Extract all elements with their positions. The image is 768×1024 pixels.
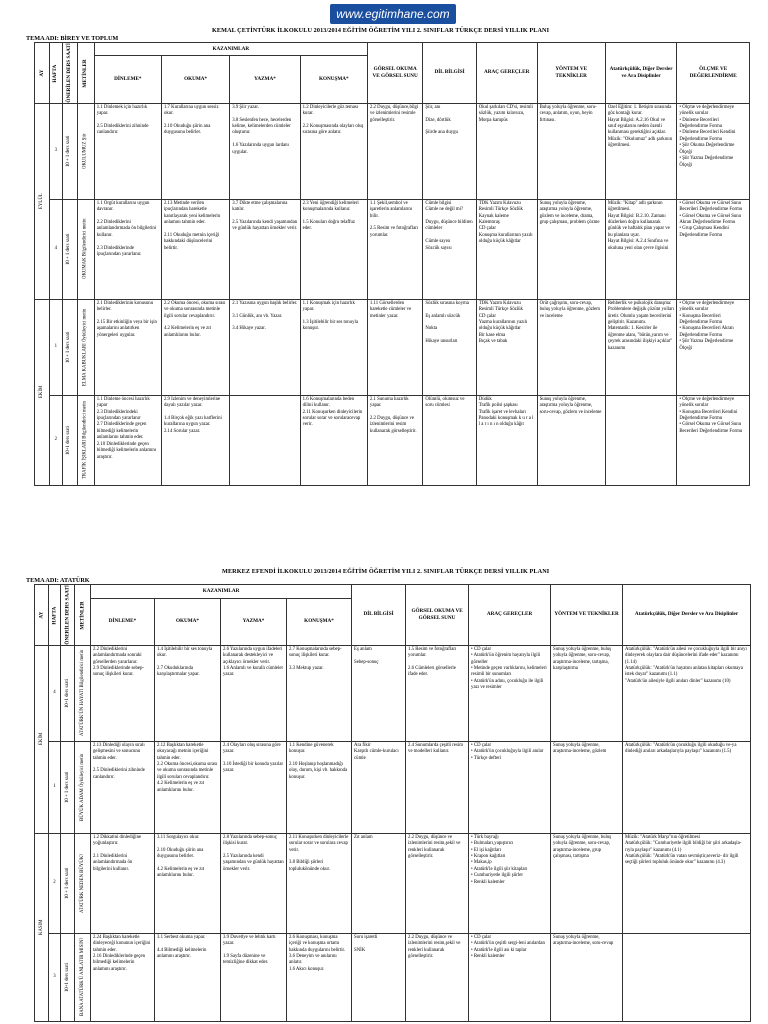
header-konusma: KONUŞMA* [300, 56, 367, 103]
cell-okuma: 3.11 Sorgulayıcı okur. 2.10 Okuduğu şiirin ana duygusunu belirler. 4.2 Kelimelerin eş ve zıt anlamlılarını bulur. [155, 833, 221, 933]
header-okuma: OKUMA* [155, 598, 221, 645]
header-ataturkculuk: Atatürkçülük, Diğer Dersler ve Ara Disiplinler [605, 43, 676, 104]
header-dil-bilgisi: DİL BİLGİSİ [423, 43, 476, 104]
month-label: EYLÜL [35, 103, 50, 299]
cell-dil: Zıt anlam [352, 833, 406, 933]
cell-arac: Okul şarkıları CD'si, resimli sözlük, yazım kılavuzu, Morpa kampüs [476, 103, 537, 199]
cell-yazma: 2.1 Yazısına uygun başlık belirler. 3.1 Günlük, anı vb. Yazar. 3.4 Hikaye yazar. [230, 299, 300, 395]
cell-yontem: Sunuş yoluyla öğrenme, araştırma yoluyla öğrenme, gözlem ve inceleme, drama, grup çalışması, problem çözme [537, 199, 605, 299]
week-number: 2 [49, 833, 61, 933]
cell-gorsel: 2.1 Sunuma hazırlık yapar. 2.2 Duygu, düşünce ve izlenimlerini resim kullanarak görselleştirir. [367, 395, 422, 485]
cell-okuma: 3.1 Serbest okuma yapar. 4.4 Bilmediği kelimelerin anlamını araştırır. [155, 933, 221, 1021]
cell-gorsel: 1.11 Görsellerden hareketle cümleler ve metinler yazar. [367, 299, 422, 395]
cell-dil: Eş anlam Sebep-sonuç [352, 645, 406, 741]
cell-gorsel: 2.2 Duygu, düşünce,bilgi ve izlenimlerini resimle görselleştirir. [367, 103, 422, 199]
week-number: 4 [49, 645, 61, 741]
cell-gorsel: 2.2 Duygu, düşünce ve izlenimlerini resim,şekil ve renkleri kullanarak görselleştirir. [406, 933, 469, 1021]
cell-dil: Sözlük sırasına koyma Eş anlamlı sözcük Nokta Hikaye unsurları [423, 299, 476, 395]
header-arac-gerecler: ARAÇ GEREÇLER [476, 43, 537, 104]
header-ay: AY [35, 585, 49, 646]
cell-okuma: 2.12 Başlıktan hareketle okuyacağı metnin içeriğini tahmin eder. 2.2 Okuma öncesi,okuma sırası ve okuma sonrasında metinle ilgili soruları cevaplandırır. 4.2 Kelimelerin eş ve zıt anlamlılarını bulur. [155, 741, 221, 833]
cell-yazma [230, 395, 300, 485]
week-number: 1 [49, 299, 62, 395]
cell-dinleme: 1.1 Örgüt kurallarını uygun davranır. 2.2 Dinlediklerini anlamlandırmada ön bilgilerini kullanır. 2.3 Dinlediklerinde ipuçlarından yararlanır. [94, 199, 161, 299]
lesson-hours: 10+1 ders saati [61, 933, 75, 1021]
cell-dil: Soru işaretli SNİK [352, 933, 406, 1021]
cell-olcme: • Görsel Okuma ve Görsel Sunu Becerileri Değerlendirme Formu • Görsel Okuma ve Görsel Sunu Akran Değerlendirme Formu • Grup Çalışması Kendini Değerlendirme Formu [677, 199, 750, 299]
cell-dil: Cümle bilgisi Cümle ne değil mi? Duygu, düşünce bildiren cümleler Cümle sayısı Sözcük sayısı [423, 199, 476, 299]
header-ders-saati: ÖNERİLEN DERS SAATİ [61, 585, 75, 646]
header-gorsel: GÖRSEL OKUMA VE GÖRSEL SUNU [367, 43, 422, 104]
cell-yontem: Buluş yoluyla öğrenme, soru-cevap, anlatım, oyun, beyin fırtınası. [537, 103, 605, 199]
lesson-hours: 10 + 1 ders saati [61, 833, 75, 933]
cell-olcme: • Ölçme ve değerlendirmeye yönelik sorular • Konuşma Becerileri Kendini Değerlendirme Formu • Görsel Okuma ve Görsel Sunu Becerileri Değerlendirme Formu [677, 395, 750, 485]
cell-dil: Şiir, anı Dize, dörtlük Şiirde ana duygu [423, 103, 476, 199]
cell-konusma: 2.7 Konuşmalarında sebep- sonuç ilişkileri kurar. 3.3 Mektup yazar. [287, 645, 352, 741]
plan-table-1 [34, 42, 750, 486]
cell-yazma: 2.8 Yazılarında sebep-sonuç ilişkisi kurar. 2.5 Yazılarında kendi yaşamından ve günlük hayattan örnekler verir. [221, 833, 287, 933]
cell-gorsel: 2.4 Sunumlarda çeşitli resim ve modelleri kullanır. [406, 741, 469, 833]
table-row [35, 299, 750, 395]
cell-yontem: Sunuş yoluyla öğrenme, buluş yoluyla öğrenme, soru-cevap, araştırma-inceleme, grup çalışması, tartışma [551, 833, 623, 933]
cell-ataturk: Rehberlik ve psikolojik danışma: Problemlere değişik çözüm yolları üretir. Olumlu yaşam becerilerini geliştirir. Kazanımı. Matematik: 1. Kesirler ile öğrenme alanı, "bütün,yarım ve çeyrek arasındaki ilişkiyi açıklar" kazanımı [605, 299, 676, 395]
text-title: ELMA KABUKLARI Öyküleyici metin [77, 299, 94, 395]
cell-dinleme: 2.1 Dinlediklerinin konusunu belirler. 2.15 Bir etkinliğin veya bir işin aşamalarını anlatırken yönergeleri uygular. [94, 299, 161, 395]
header-yontem: YÖNTEM VE TEKNİKLER [537, 43, 605, 104]
cell-arac: • CD çalar • Atatürk'ün öğrenim hayatıyla ilgili görseller • Metinde geçen varlıklarını, kelimeleri resimli bir sunumları • Atatürk'ün adını, çocukluğu ile ilgili yazı ve resimler [469, 645, 551, 741]
header-arac-gerecler: ARAÇ GEREÇLER [469, 585, 551, 646]
week-number: 4 [49, 199, 62, 299]
cell-okuma: 2.13 Metinde verilen ipuçlarından hareketle kanıtlayarak yeni kelimelerin anlamını tahmin eder. 2.11 Okuduğu metnin içeriği hakkındaki düşüncelerini belirtir. [161, 199, 229, 299]
table-row [35, 395, 750, 485]
table-row [35, 103, 750, 199]
cell-konusma: 1.1 Konuşmak için hazırlık yapar. 1.3 İşitilebilir bir ses tonuyla konuşur. [300, 299, 367, 395]
month-label: EKİM [35, 299, 50, 485]
cell-yazma: 2.6 Yazılarında uygun ifadeleri kullanarak destekleyici ve açıklayıcı örnekler verir. 1.6 Anlamlı ve kurallı cümleler yazar. [221, 645, 287, 741]
header-ay: AY [35, 43, 50, 104]
cell-olcme: • Ölçme ve değerlendirmeye yönelik sorular • Dinleme Becerileri Değerlendirme Formu • Dinleme Becerileri Kendini Değerlendirme Formu • Şiir Okuma Değerlendirme Ölçeği • Şiir Yazma Değerlendirme Ölçeği [677, 103, 750, 199]
cell-gorsel: 1.5 Resim ve fotoğrafları yorumlar. 2.6 Cümlelerı görsellerle ifade eder. [406, 645, 469, 741]
cell-konusma: 2.6 Konuşması, konuşma içeriği ve konuşma ortamı hakkında duygularını belirtir. 3.6 Deneyim ve anılarını anlatır. 1.6 Akıcı konuşur. [287, 933, 352, 1021]
plan-table-2 [34, 584, 751, 1022]
cell-arac: • CD çalar • Atatürk'ün çeşitli sergi-leni anılardan • Atatürk'le ilgili ası ki taplar • Renkli kalemler [469, 933, 551, 1021]
header-yontem: YÖNTEM VE TEKNİKLER [551, 585, 623, 646]
plan-title-1: KEMAL ÇETİNTÜRK İLKOKULU 2013/2014 EĞİTİM ÖĞRETİM YILI 2. SINIFLAR TÜRKÇE DERSİ YILLIK PLANI [212, 27, 550, 34]
cell-yontem: Sunuş yoluyla öğrenme, araştırma-inceleme, gözlem [551, 741, 623, 833]
cell-gorsel: 1.1 Şekil,sembol ve işaretlerin anlamlarını bilir. 2.5 Resim ve fotoğrafları yorumlar. [367, 199, 422, 299]
table-row [35, 933, 751, 1021]
lesson-hours: 10+1 ders saati [62, 395, 77, 485]
month-label: EKİM [35, 645, 49, 833]
theme-title-1: TEMA ADI: BİREY VE TOPLUM [26, 35, 119, 42]
header-dil-bilgisi: DİL BİLGİSİ [352, 585, 406, 646]
week-number: 3 [49, 933, 61, 1021]
text-title: BÜYÜK ADAM Öyküleyici metin [75, 741, 91, 833]
header-olcme: ÖLÇME VE DEĞERLENDİRME [677, 43, 750, 104]
cell-okuma: 2.2 Okuma öncesi, okuma sırası ve okuma sonrasında metinle ilgili sorular cevaplandırır. 4.2 Kelimelerin eş ve zıt anlamlılarını bulur. [161, 299, 229, 395]
header-dinleme: DİNLEME* [91, 598, 155, 645]
cell-okuma: 2.9 İzlenim ve deneyimlerine dayalı yazılar yazar. 1.4 Birçok eğik yazı harflerini kurallarına uygun yazar. 2.14 Sorular yazar. [161, 395, 229, 485]
lesson-hours: 10 + 1 ders saati [62, 103, 77, 199]
text-title: ATATÜRK NEDEN BÜYÜK? [75, 833, 91, 933]
cell-okuma: 1.7 Kurallarına uygun sessiz okur. 2.10 Okuduğu şiirin ana duygusunu belirler. [161, 103, 229, 199]
cell-dinleme: 1.2 Dikkatini dinlediğine yoğunlaştırır. 2.1 Dinlediklerini anlamlandırmada ön bilgilerini kullanır. [91, 833, 155, 933]
cell-ataturk: Müzik: "Kitap" adlı şarkının öğretilmesi. Hayat Bilgisi: B.2.10. Zamanı düzlerken doğru kullanarak günlük ve haftalık plan yapar ve bu planlara uyar. Hayat Bilgisi: A.2.4 Sınıfına ve okuluna yeni olan çevre ilgisini [605, 199, 676, 299]
header-ataturkculuk: Atatürkçülük, Diğer Dersler ve Ara Disiplinler [623, 585, 751, 646]
header-ders-saati: ÖNERİLEN DERS SAATİ [62, 43, 77, 104]
header-metinler: METİNLER [77, 43, 94, 104]
cell-yontem: Sunuş yoluyla öğrenme, araştırma-inceleme, soru-cevap [551, 933, 623, 1021]
cell-ataturk: Atatürkçülük: "Atatürk'ün çocukluğu ilgili okuduğu ve-ya dinlediği anıları arkadaşlarıyla paylaşır" kazanımı (1.5) [623, 741, 751, 833]
text-title: BANA ATATÜRK'Ü ANLATIR MISIN? [75, 933, 91, 1021]
text-title: TRAFİK İŞIKLARI Bilgilendirici metin [77, 395, 94, 485]
header-hafta: HAFTA [49, 43, 62, 104]
cell-konusma: 1.2 Dinleyicilerle göz teması kurar. 2.2 Konuşmasında olayları oluş sırasına göre anlatır. [300, 103, 367, 199]
lesson-hours: 10+1 ders saati [61, 645, 75, 741]
header-kazanimlar: KAZANIMLAR [94, 43, 367, 56]
cell-dinleme: 2.24 Başlıktan hareketle dinleyeceği konunun içeriğini tahmin eder. 2.16 Dinlediklerinde geçen bilmediği kelimelerin anlamını araştırır. [91, 933, 155, 1021]
theme-title-2: TEMA ADI: ATATÜRK [26, 577, 90, 584]
cell-okuma: 1.4 İşitilebilir bir ses tonuyla okur. 2.7 Okuduklarında karşılaştırmalar yapar. [155, 645, 221, 741]
cell-konusma: 1.1 Kendine güvenerek konuşur. 2.10 Hoşlanıp hoşlanmadığı olay, durum, kişi vb. hakkında konuşur. [287, 741, 352, 833]
table-row [35, 645, 751, 741]
cell-ataturk: Atatürkçülük: "Atatürk'ün ailesi ve çocukluğuyla ilgili bir anıyı dinleyerek olaylara dair düşüncelerini ifade eder" kazanımı (1.14) Atatürkçülük: "Atatürk'ün hayatını anlatan kitapları okumaya istek duyar" kazanımı (1.1) "Atatürk'ün ailesiyle ilgili anıları dinler" kazanımı (10) [623, 645, 751, 741]
header-metinler: METİNLER [75, 585, 91, 646]
header-yazma: YAZMA* [221, 598, 287, 645]
cell-ataturk: Müzik: "Atatürk Marşı"nın öğretilmesi Atatürkçülük: "Cumhuriyetle ilgili bildiği bir şiiri arkadaşla-rıyla paylaşır" kazanımı (4.1) Atatürkçülük: "Atatürk'ün vatan sevmiştir,severiz- dir ilgili seçtiği şiirleri topluluk önünde okur" kazanımı (4.3) [623, 833, 751, 933]
cell-ataturk [605, 395, 676, 485]
lesson-hours: 10 + 1 ders saati [62, 299, 77, 395]
cell-dinleme: 2.13 Dinlediği olayın sıralı gelişmesini ve sonucunu tahmin eder. 2.5 Dinlediklerini zihninde canlandırır. [91, 741, 155, 833]
week-number: 2 [49, 395, 62, 485]
table-row [35, 741, 751, 833]
header-kazanimlar: KAZANIMLAR [91, 585, 352, 599]
header-konusma: KONUŞMA* [287, 598, 352, 645]
header-gorsel: GÖRSEL OKUMA VE GÖRSEL SUNU [406, 585, 469, 646]
cell-arac: Düdük Trafik polisi şapkası Trafik işaret ve levhaları Panodaki konuşmak k u r a l l a r ı n ı n olduğu kâğıt [476, 395, 537, 485]
cell-arac: TDK Yazım Kılavuzu Resimli Türkçe Sözlük Kaynak kaleme Kalemtıraş CD çalar Konuşma kurallarının yazılı olduğu küçük kâğıtlar [476, 199, 537, 299]
text-title: OKUMAK Bilgilendirici metin [77, 199, 94, 299]
cell-yontem: Sunuş yoluyla öğrenme, buluş yoluyla öğrenme, soru-cevap, araştırma-inceleme, tartışma, karşılaştırma [551, 645, 623, 741]
plan-title-2: MERKEZ EFENDİ İLKOKULU 2013/2014 EĞİTİM ÖĞRETİM YILI 2. SINIFLAR TÜRKÇE DERSİ YILLIK PLANI [222, 568, 550, 575]
table-row [35, 199, 750, 299]
cell-yazma: 3.7 Dikte etme çalışmalarına katılır. 2.5 Yazılarında kendi yaşamından ve günlük hayattan örnekler verir. [230, 199, 300, 299]
text-title: OKULUMUZ Şiir [77, 103, 94, 199]
lesson-hours: 10 + 1 ders saati [62, 199, 77, 299]
header-okuma: OKUMA* [161, 56, 229, 103]
site-banner[interactable]: www.egitimhane.com [330, 4, 456, 24]
cell-gorsel: 2.2 Duygu, düşünce ve izlenimlerini resim,şekil ve renkleri kullanarak görselleştirir. [406, 833, 469, 933]
cell-yazma: 3.9 Duvetlye ve lehtık kartı yazar. 1.9 Sayfa düzenine ve temizliğine dikkat eder. [221, 933, 287, 1021]
cell-arac: TDK Yazım Kılavuzu Resimli Türkçe Sözlük CD çalar Yazma kurallarının yazılı olduğu küçük kâğıtlar Bir kase elma Bıçak ve tabak [476, 299, 537, 395]
header-yazma: YAZMA* [230, 56, 300, 103]
cell-ataturk [623, 933, 751, 1021]
cell-dinleme: 1.1 Dinlemek için hazırlık yapar. 2.5 Dinlediklerini zihninde canlandırır. [94, 103, 161, 199]
lesson-hours: 10 + 1 ders saati [61, 741, 75, 833]
cell-yazma: 2.4 Olayları oluş sırasına göre yazar. 3.10 İstediği bir konuda yazılar yazar. [221, 741, 287, 833]
cell-yontem: Sunuş yoluyla öğrenme, araştırma yoluyla öğrenme, soru-cevap, gözlem ve inceleme [537, 395, 605, 485]
text-title: ATATÜRK'ÜN HAYATI Bilgilendirici metin [75, 645, 91, 741]
week-number: 3 [49, 103, 62, 199]
cell-arac: • Türk bayrağı • Bulmaları,yapıştırıcı • El işi kağıtları • Krapon kağıtları • Makas,ip • Atatürk'le ilgili şiir kitapları • Cumhuriyetle ilgili şiirler • Renkli kalemler [469, 833, 551, 933]
cell-konusma: 2.3 Yeni öğrendiği kelimeleri konuşmalarında kullanır. 1.5 Konuları doğru telaffuz eder. [300, 199, 367, 299]
cell-konusma: 2.11 Konuşurken dinleyicilerle sorular sorar ve sorulara cevap verir. 3.8 Bildiği şiirleri toplulukönünde okur. [287, 833, 352, 933]
cell-konusma: 1.6 Konuşmalarında beden dilini kullanır. 2.11 Konuşurken dinleyicilerin sorular sorar ve sorularacevap verir. [300, 395, 367, 485]
cell-yontem: Örüt çağrışımı, soru-cevap, buluş yoluyla öğrenme, gözlem ve inceleme [537, 299, 605, 395]
table-row [35, 833, 751, 933]
month-label: KASIM [35, 833, 49, 1021]
cell-olcme: • Ölçme ve değerlendirmeye yönelik sorular • Konuşma Becerileri Değerlendirme Formu • Konuşma Becerileri Akran Değerlendirme Formu • Şiir Yazma Değerlendirme Ölçeği [677, 299, 750, 395]
cell-dil: Ölümlü, olumsuz ve soru cümlesi [423, 395, 476, 485]
cell-dinleme: 1.1 Dinleme öncesi hazırlık yapar 2.3 Dinlediklerindeki ipuçlarından yararlanır 2.7 Dinlediklerinde geçen bilmediği kelimelerin anlamlarını tahmin eder. 2.10 Dinlediklerinde geçen bilmediği kelimelerin anlamını araştırır. [94, 395, 161, 485]
week-number: 1 [49, 741, 61, 833]
header-dinleme: DİNLEME* [94, 56, 161, 103]
cell-ataturk: Özel Eğitim: 1. İletişim sırasında göz kontağı kurar. Hayat Bilgisi: A.2.16 Okul ve sınıf eşyalarını neden özenli kullanması gerektiğini açıklar. Müzik: "Okulumuz" adlı şarkının öğretilmesi. [605, 103, 676, 199]
cell-dinleme: 2.2 Dinlediklerini anlamlandırmada sonraki görsellerden yararlanır. 2.9 Dinlediklerinde sebep-sonuç ilişkileri kurar. [91, 645, 155, 741]
cell-dil: Ara fikir Karşıtlı cümle-kurulacı cümle [352, 741, 406, 833]
header-hafta: HAFTA [49, 585, 61, 646]
cell-arac: • CD çalar • Atatürk'ün çocukluğuyla ilgili anılar • Türkçe defteri [469, 741, 551, 833]
cell-yazma: 3.9 Şiir yazar. 3.8 Seslenfen hece, hecelerden kelime, kelimelerden cümleler oluşturur. 1.6 Yazılarında uygun lardanı uygular. [230, 103, 300, 199]
